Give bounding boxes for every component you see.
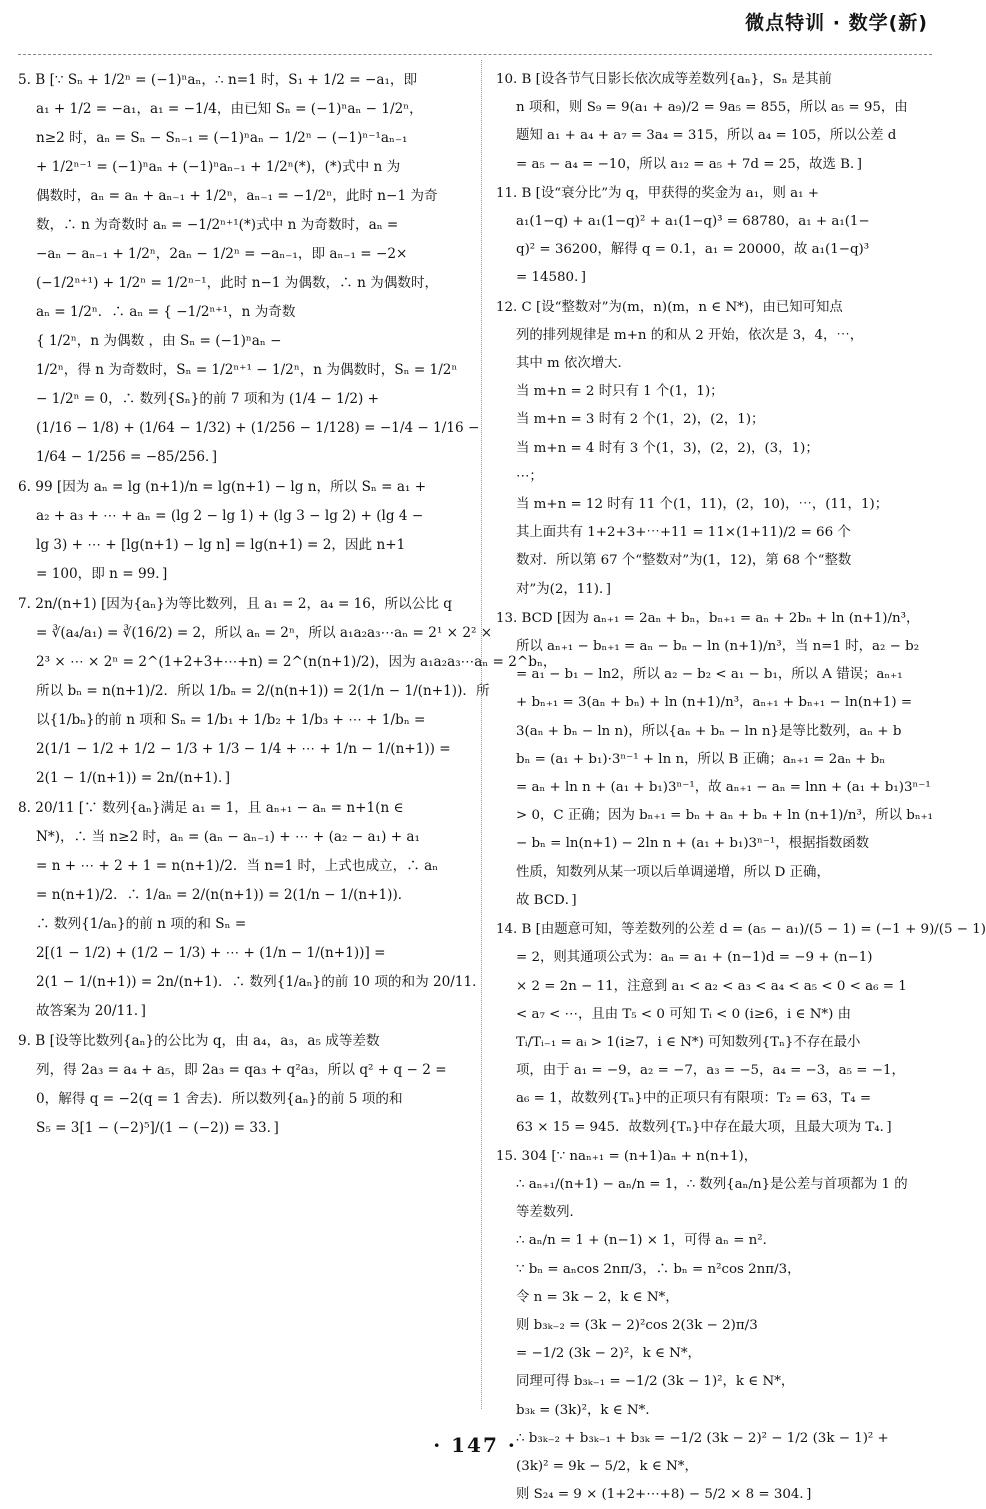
answer-line: 故答案为 20/11．] [36,1003,146,1019]
answer-line: 偶数时，aₙ = aₙ + aₙ₋₁ + 1/2ⁿ，aₙ₋₁ = −1/2ⁿ，此时 n−1 为奇 [36,188,438,204]
answer-line: 当 m+n = 3 时有 2 个(1，2)，(2，1)； [516,412,765,428]
answer-line: ∴ aₙ/n = 1 + (n−1) × 1，可得 aₙ = n²． [516,1233,777,1249]
answer-line: − 1/2ⁿ = 0，∴ 数列{Sₙ}的前 7 项和为 (1/4 − 1/2) + [36,391,380,407]
answer-line: { 1/2ⁿ，n 为偶数 ，由 Sₙ = (−1)ⁿaₙ − [36,333,282,349]
answer-line: 7. 2n/(n+1) [因为{aₙ}为等比数列，且 a₁ = 2，a₄ = 16，所以公比 q [18,596,452,612]
right-column [496,66,986,1503]
answer-line: a₁ + 1/2 = −a₁，a₁ = −1/4，由已知 Sₙ = (−1)ⁿaₙ − 1/2ⁿ， [36,101,423,117]
answer-line: 2(1/1 − 1/2 + 1/2 − 1/3 + 1/3 − 1/4 + ⋯ + 1/n − 1/(n+1)) = [36,741,451,757]
answer-line: 数，∴ n 为奇数时 aₙ = −1/2ⁿ⁺¹(*)式中 n 为奇数时，aₙ = [36,217,399,233]
answer-line: 5. B [∵ Sₙ + 1/2ⁿ = (−1)ⁿaₙ，∴ n=1 时，S₁ + 1/2 = −a₁，即 [18,72,418,88]
answer-line: > 0，C 正确；因为 bₙ₊₁ = bₙ + aₙ + bₙ + ln (n+1)/n³，所以 bₙ₊₁ [516,808,934,824]
answer-line: = n + ⋯ + 2 + 1 = n(n+1)/2．当 n=1 时，上式也成立，∴ aₙ [36,858,439,874]
answer-line: ∴ aₙ₊₁/(n+1) − aₙ/n = 1，∴ 数列{aₙ/n}是公差与首项都为 1 的 [516,1176,908,1192]
answer-line: aₙ = 1/2ⁿ．∴ aₙ = { −1/2ⁿ⁺¹，n 为奇数 [36,304,296,320]
answer-line: S₅ = 3[1 − (−2)⁵]/(1 − (−2)) = 33．] [36,1120,279,1136]
answer-line: 63 × 15 = 945．故数列{Tₙ}中存在最大项，且最大项为 T₄．] [516,1119,892,1135]
answer-line: n≥2 时，aₙ = Sₙ − Sₙ₋₁ = (−1)ⁿaₙ − 1/2ⁿ − (−1)ⁿ⁻¹aₙ₋₁ [36,130,408,146]
answer-line: × 2 = 2n − 11，注意到 a₁ < a₂ < a₃ < a₄ < a₅ < 0 < a₆ = 1 [516,978,907,994]
answer-line: 8. 20/11 [∵ 数列{aₙ}满足 a₁ = 1，且 aₙ₊₁ − aₙ = n+1(n ∈ [18,800,404,816]
answer-line: 等差数列． [516,1205,583,1221]
answer-line: q)² = 36200，解得 q = 0.1，a₁ = 20000，故 a₁(1−q)³ [516,242,870,258]
answer-line: (−1/2ⁿ⁺¹) + 1/2ⁿ = 1/2ⁿ⁻¹，此时 n−1 为偶数，∴ n 为偶数时， [36,275,439,291]
answer-line: = 2，则其通项公式为：aₙ = a₁ + (n−1)d = −9 + (n−1) [516,950,873,966]
answer-line: 15. 304 [∵ naₙ₊₁ = (n+1)aₙ + n(n+1)， [496,1148,758,1164]
answer-line: −aₙ − aₙ₋₁ + 1/2ⁿ，2aₙ − 1/2ⁿ = −aₙ₋₁，即 aₙ₋₁ = −2× [36,246,408,262]
answer-line: 当 m+n = 2 时只有 1 个(1，1)； [516,384,724,400]
answer-line: 14. B [由题意可知，等差数列的公差 d = (a₅ − a₁)/(5 − 1) = (−1 + 9)/(5 − 1) [496,922,986,938]
answer-line: 列的排列规律是 m+n 的和从 2 开始，依次是 3，4，⋯， [516,327,864,343]
answer-entry [18,1027,470,1143]
answer-line: 1/2ⁿ，得 n 为奇数时，Sₙ = 1/2ⁿ⁺¹ − 1/2ⁿ，n 为偶数时，Sₙ = 1/2ⁿ [36,362,458,378]
answer-line: b₃ₖ = (3k)²，k ∈ N*． [516,1402,659,1418]
header-divider [18,54,932,55]
answer-line: ∵ bₙ = aₙcos 2nπ/3，∴ bₙ = n²cos 2nπ/3， [516,1261,801,1277]
answer-line: 数对．所以第 67 个“整数对”为(1，12)，第 68 个“整数 [516,553,852,569]
answer-entry [496,916,986,1142]
answer-line: 令 n = 3k − 2，k ∈ N*， [516,1289,679,1305]
answer-line: N*)，∴ 当 n≥2 时，aₙ = (aₙ − aₙ₋₁) + ⋯ + (a₂ − a₁) + a₁ [36,829,420,845]
answer-entry [18,473,470,589]
answer-line: 9. B [设等比数列{aₙ}的公比为 q，由 a₄，a₃，a₅ 成等差数 [18,1033,380,1049]
answer-line: lg 3) + ⋯ + [lg(n+1) − lg n] = lg(n+1) = 2，因此 n+1 [36,537,406,553]
answer-line: ∴ 数列{1/aₙ}的前 n 项的和 Sₙ = [36,916,247,932]
answer-line: 13. BCD [因为 aₙ₊₁ = 2aₙ + bₙ，bₙ₊₁ = aₙ + 2bₙ + ln (n+1)/n³， [496,610,920,626]
answer-entry [18,794,486,1026]
page-number: · 147 · [433,1433,517,1457]
answer-line: a₁(1−q) + a₁(1−q)² + a₁(1−q)³ = 68780，a₁ + a₁(1− [516,214,870,230]
answer-line: (3k)² = 9k − 5/2，k ∈ N*， [516,1458,698,1474]
answer-line: 所以 bₙ = n(n+1)/2．所以 1/bₙ = 2/(n(n+1)) = 2(1/n − 1/(n+1))．所 [36,683,490,699]
answer-entry [18,66,480,472]
answer-line: n 项和，则 S₉ = 9(a₁ + a₉)/2 = 9a₅ = 855，所以 a₅ = 95，由 [516,100,908,116]
answer-line: Tᵢ/Tᵢ₋₁ = aᵢ > 1(i≥7，i ∈ N*) 可知数列{Tₙ}不存在最小 [516,1034,861,1050]
answer-line: 2[(1 − 1/2) + (1/2 − 1/3) + ⋯ + (1/n − 1/(n+1))] = [36,945,386,961]
answer-line: (1/16 − 1/8) + (1/64 − 1/32) + (1/256 − 1/128) = −1/4 − 1/16 − [36,420,480,436]
answer-line: = 100，即 n = 99．] [36,566,168,582]
answer-line: 故 BCD．] [516,892,577,908]
answer-line: 同理可得 b₃ₖ₋₁ = −1/2 (3k − 1)²，k ∈ N*， [516,1374,795,1390]
answer-entry [496,66,936,179]
answer-line: 当 m+n = 4 时有 3 个(1，3)，(2，2)，(3，1)； [516,440,819,456]
answer-line: 3(aₙ + bₙ − ln n)，所以{aₙ + bₙ − ln n}是等比数列，aₙ + b [516,723,902,739]
column-divider [481,60,482,1409]
answer-line: = a₁ − b₁ − ln2，所以 a₂ − b₂ < a₁ − b₁，所以 A 错误；aₙ₊₁ [516,667,903,683]
answer-line: ⋯； [516,468,543,484]
answer-line: 列，得 2a₃ = a₄ + a₅，即 2a₃ = qa₃ + q²a₃，所以 q² + q − 2 = [36,1062,447,1078]
answer-line: 则 b₃ₖ₋₂ = (3k − 2)²cos 2(3k − 2)π/3 [516,1317,758,1333]
answer-line: = aₙ + ln n + (a₁ + b₁)3ⁿ⁻¹，故 aₙ₊₁ − aₙ = lnn + (a₁ + b₁)3ⁿ⁻¹ [516,780,931,796]
answer-entry [496,294,936,604]
answer-line: = 14580．] [516,270,586,286]
answer-line: = ∛(a₄/a₁) = ∛(16/2) = 2，所以 aₙ = 2ⁿ，所以 a₁a₂a₃⋯aₙ = 2¹ × 2² × [36,625,493,641]
answer-line: 12. C [设“整数对”为(m，n)(m，n ∈ N*)，由已知可知点 [496,299,843,315]
answer-line: = a₅ − a₄ = −10，所以 a₁₂ = a₅ + 7d = 25，故选 B．] [516,156,862,172]
answer-line: 其上面共有 1+2+3+⋯+11 = 11×(1+11)/2 = 66 个 [516,525,851,541]
answer-line: a₂ + a₃ + ⋯ + aₙ = (lg 2 − lg 1) + (lg 3 − lg 2) + (lg 4 − [36,508,424,524]
answer-line: bₙ = (a₁ + b₁)·3ⁿ⁻¹ + ln n，所以 B 正确；aₙ₊₁ = 2aₙ + bₙ [516,751,886,767]
answer-line: = n(n+1)/2．∴ 1/aₙ = 2/(n(n+1)) = 2(1/n − 1/(n+1))． [36,887,412,903]
answer-line: 6. 99 [因为 aₙ = lg (n+1)/n = lg(n+1) − lg n，所以 Sₙ = a₁ + [18,479,427,495]
answer-line: 则 S₂₄ = 9 × (1+2+⋯+8) − 5/2 × 8 = 304．] [516,1487,812,1503]
answer-line: 11. B [设“衰分比”为 q，甲获得的奖金为 a₁，则 a₁ + [496,185,819,201]
answer-line: 2³ × ⋯ × 2ⁿ = 2^(1+2+3+⋯+n) = 2^(n(n+1)/2)，因为 a₁a₂a₃⋯aₙ = 2^bₙ， [36,654,557,670]
answer-line: 以{1/bₙ}的前 n 项和 Sₙ = 1/b₁ + 1/b₂ + 1/b₃ + ⋯ + 1/bₙ = [36,712,426,728]
answer-line: ∴ b₃ₖ₋₂ + b₃ₖ₋₁ + b₃ₖ = −1/2 (3k − 2)² − 1/2 (3k − 1)² + [516,1430,889,1446]
answer-entry [496,605,936,915]
answer-line: 2(1 − 1/(n+1)) = 2n/(n+1)．] [36,770,231,786]
answer-line: 题知 a₁ + a₄ + a₇ = 3a₄ = 315，所以 a₄ = 105，所以公差 d [516,128,897,144]
answer-line: 10. B [设各节气日影长依次成等差数列{aₙ}，Sₙ 是其前 [496,72,832,87]
answer-line: < a₇ < ⋯，且由 T₅ < 0 可知 Tᵢ < 0 (i≥6，i ∈ N*) 由 [516,1006,851,1022]
answer-line: + bₙ₊₁ = 3(aₙ + bₙ) + ln (n+1)/n³，aₙ₊₁ + bₙ₊₁ − ln(n+1) = [516,695,913,711]
answer-line: 所以 aₙ₊₁ − bₙ₊₁ = aₙ − bₙ − ln (n+1)/n³，当 n=1 时，a₂ − b₂ [516,639,920,655]
answer-line: = −1/2 (3k − 2)²，k ∈ N*， [516,1346,701,1362]
answer-line: 1/64 − 1/256 = −85/256．] [36,449,218,465]
page-header-title: 微点特训 · 数学(新) [745,12,928,34]
answer-entry [18,590,557,793]
answer-line: 对”为(2，11)．] [516,581,611,597]
answer-line: + 1/2ⁿ⁻¹ = (−1)ⁿaₙ + (−1)ⁿaₙ₋₁ + 1/2ⁿ(*)，(*)式中 n 为 [36,159,401,175]
answer-line: 0，解得 q = −2(q = 1 舍去)．所以数列{aₙ}的前 5 项的和 [36,1091,403,1107]
answer-line: − bₙ = ln(n+1) − 2ln n + (a₁ + b₁)3ⁿ⁻¹，根据指数函数 [516,836,870,852]
answer-line: 其中 m 依次增大． [516,356,631,372]
answer-line: 性质，知数列从某一项以后单调递增，所以 D 正确， [516,864,830,880]
answer-line: 2(1 − 1/(n+1)) = 2n/(n+1)．∴ 数列{1/aₙ}的前 10 项的和为 20/11． [36,974,486,990]
answer-line: a₆ = 1，故数列{Tₙ}中的正项只有有限项：T₂ = 63，T₄ = [516,1091,872,1107]
answer-entry [496,180,936,293]
answer-line: 当 m+n = 12 时有 11 个(1，11)，(2，10)，⋯，(11，1)； [516,497,889,513]
answer-line: 项，由于 a₁ = −9，a₂ = −7，a₃ = −5，a₄ = −3，a₅ = −1， [516,1063,905,1079]
